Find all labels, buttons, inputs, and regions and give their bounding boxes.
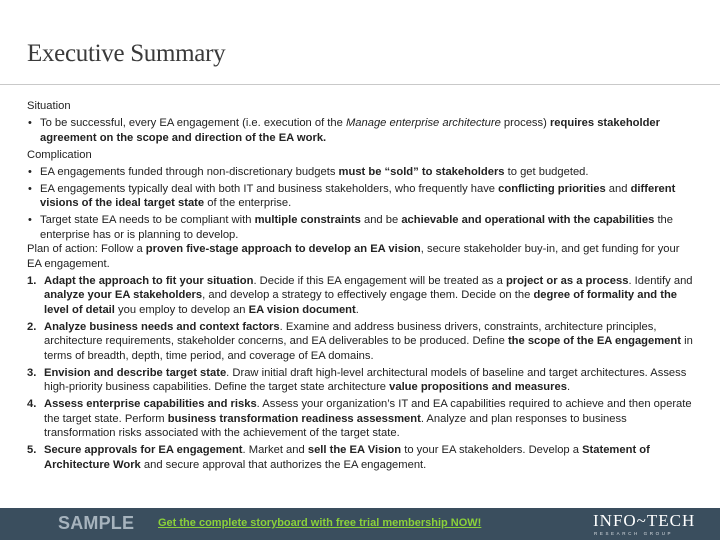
plan-step: 2. Analyze business needs and context factors. Examine and address business drivers, constraints, architecture principles, architecture requirements, stakeholder concerns, and EA deliverables to be produced. Define the scope of the EA engagement in terms of breadth, depth, time period, and coverage of EA domains. xyxy=(27,320,693,362)
title-divider xyxy=(0,84,720,85)
complication-bullet: • EA engagements funded through non-discretionary budgets must be “sold” to stakeholders to get budgeted. xyxy=(27,165,695,180)
complication-heading: Complication xyxy=(27,148,92,161)
situation-bullet: • To be successful, every EA engagement (i.e. execution of the Manage enterprise architecture process) requires stakeholder agreement on the scope and direction of the EA work. xyxy=(27,116,695,145)
plan-step: 4. Assess enterprise capabilities and risks. Assess your organization’s IT and EA capabilities required to achieve and then operate the target state. Perform business transformation readiness assessment. Analyze and plan responses to business transformation risks associated with the achievement of the target state. xyxy=(27,398,692,439)
situation-heading: Situation xyxy=(27,100,71,112)
info-tech-logo xyxy=(593,511,713,539)
plan-of-action: Plan of action: Follow a proven five-stage approach to develop an EA vision, secure stakeholder buy-in, and get funding for your EA engagement. xyxy=(27,243,680,270)
plan-step: 1. Adapt the approach to fit your situation. Decide if this EA engagement will be treated as a project or as a process. Identify and analyze your EA stakeholders, and develop a strategy to effectively engage them. Decide on the degree of formality and the level of detail you employ to develop an EA vision document. xyxy=(27,274,693,316)
footer-bar xyxy=(0,508,720,540)
page-title: Executive Summary xyxy=(27,40,226,67)
plan-step: 5. Secure approvals for EA engagement. Market and sell the EA Vision to your EA stakeholders. Develop a Statement of Architecture Work and secure approval that authorizes the EA engagement. xyxy=(27,444,650,471)
complication-bullet: • Target state EA needs to be compliant with multiple constraints and be achievable and operational with the capabilities the enterprise has or is planning to develop. xyxy=(27,213,695,242)
logo-subtitle: RESEARCH GROUP xyxy=(594,531,674,536)
complication-bullet: • EA engagements typically deal with both IT and business stakeholders, who frequently have conflicting priorities and different visions of the ideal target state of the enterprise. xyxy=(27,182,695,211)
executive-summary-body xyxy=(27,99,695,472)
sample-label: SAMPLE xyxy=(58,513,135,533)
logo-wordmark: INFO~TECH xyxy=(593,511,696,530)
plan-step: 3. Envision and describe target state. Draw initial draft high-level architectural models of baseline and target architectures. Assess high-priority business capabilities. Define the target state architecture value propositions and measures. xyxy=(27,366,687,393)
trial-membership-link[interactable]: Get the complete storyboard with free trial membership NOW! xyxy=(158,517,482,529)
